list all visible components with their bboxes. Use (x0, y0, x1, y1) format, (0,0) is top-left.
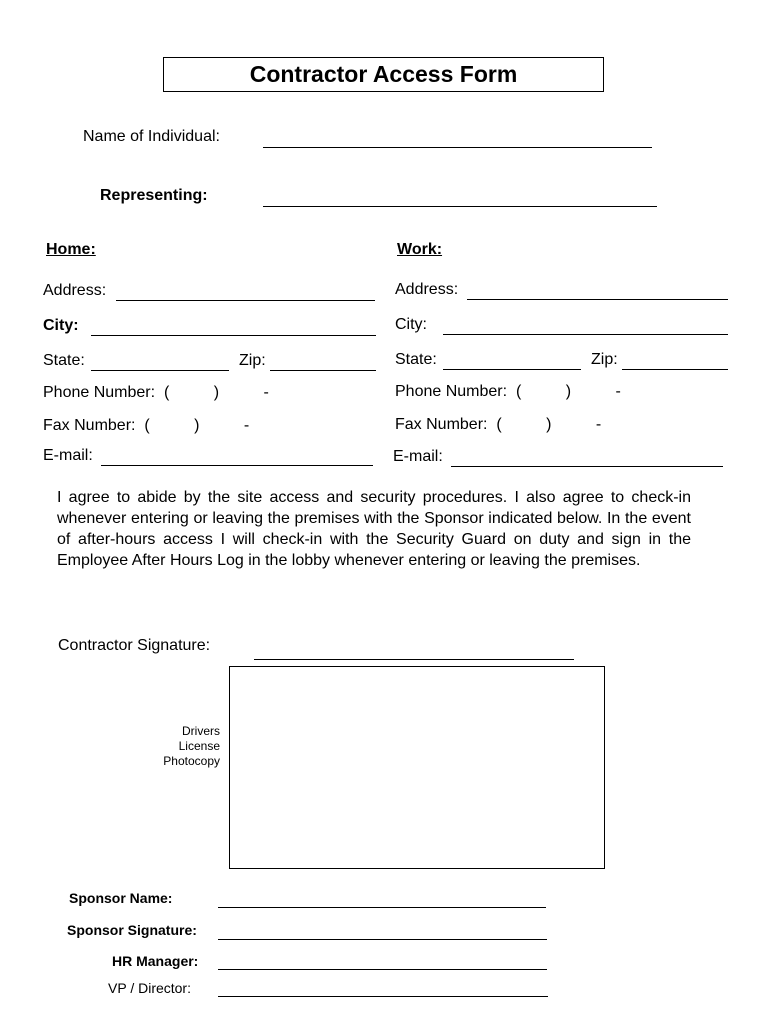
sponsor-name-label: Sponsor Name: (69, 890, 173, 906)
home-email-label: E-mail: (43, 447, 93, 464)
photo-label-line-2: License (178, 739, 220, 753)
hr-manager-field[interactable] (218, 969, 547, 970)
contractor-signature-field[interactable] (254, 659, 574, 660)
form-title: Contractor Access Form (163, 57, 604, 92)
vp-director-field[interactable] (218, 996, 548, 997)
work-address-label: Address: (395, 281, 459, 298)
work-city-field[interactable] (443, 334, 728, 335)
work-email-label: E-mail: (393, 448, 443, 465)
representing-label: Representing: (100, 187, 208, 204)
home-zip-field[interactable] (270, 370, 376, 371)
name-label: Name of Individual: (83, 128, 220, 145)
license-photocopy-box[interactable] (229, 666, 605, 869)
work-state-field[interactable] (443, 369, 581, 370)
sponsor-signature-label: Sponsor Signature: (67, 922, 197, 938)
work-zip-label: Zip: (591, 351, 618, 368)
name-field[interactable] (263, 147, 652, 148)
photo-label-line-3: Photocopy (163, 754, 220, 768)
home-fax-label[interactable]: Fax Number: ( ) - (43, 417, 250, 434)
agreement-text: I agree to abide by the site access and security procedures. I also agree to check-in whenever entering or leaving the premises with the Sponsor indicated below. In the event of after-hours access I will check-in with the Security Guard on duty and sign in the Employee After Hours Log in the lobby whenever entering or leaving the premises. (57, 489, 691, 569)
home-heading: Home: (46, 241, 96, 258)
home-state-field[interactable] (91, 370, 229, 371)
sponsor-name-field[interactable] (218, 907, 546, 908)
home-address-field[interactable] (116, 300, 375, 301)
hr-manager-label: HR Manager: (112, 953, 199, 969)
home-address-label: Address: (43, 282, 107, 299)
home-phone-label[interactable]: Phone Number: ( ) - (43, 384, 269, 401)
home-city-label: City: (43, 317, 79, 334)
sponsor-signature-field[interactable] (218, 939, 547, 940)
home-city-field[interactable] (91, 335, 376, 336)
home-zip-label: Zip: (239, 352, 266, 369)
work-fax-label[interactable]: Fax Number: ( ) - (395, 416, 602, 433)
vp-director-label: VP / Director: (108, 980, 191, 996)
work-zip-field[interactable] (622, 369, 728, 370)
work-email-field[interactable] (451, 466, 723, 467)
home-state-label: State: (43, 352, 85, 369)
work-address-field[interactable] (467, 299, 728, 300)
work-phone-label[interactable]: Phone Number: ( ) - (395, 383, 621, 400)
work-state-label: State: (395, 351, 437, 368)
home-email-field[interactable] (101, 465, 373, 466)
representing-field[interactable] (263, 206, 657, 207)
work-heading: Work: (397, 241, 443, 258)
work-city-label: City: (395, 316, 427, 333)
photo-label (150, 724, 220, 769)
photo-label-line-1: Drivers (182, 724, 220, 738)
contractor-signature-label: Contractor Signature: (58, 637, 211, 654)
